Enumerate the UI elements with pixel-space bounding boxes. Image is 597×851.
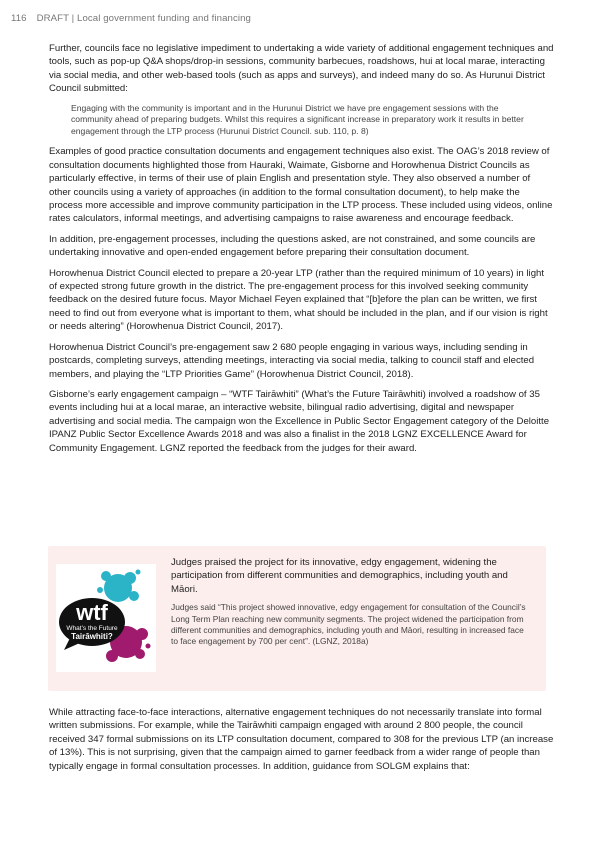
callout-judges-quote: Judges said “This project showed innovative, edgy engagement for consultation of the Council’s Long Term Plan reaching new community segments. The project widened the participation from different communities and demographics, including youth and Māori, resulting in increased face to face engagement by 700 per cent”. (LGNZ, 2018a) <box>171 602 526 647</box>
hurunui-quote: Engaging with the community is important and in the Hurunui District we have pre engagement sessions with the community ahead of preparing budgets. Whilst this requires a significant increase in preparatory work it results in better engagement through the LTP process (Hurunui District Council. sub. 110, p. 8) <box>71 102 524 136</box>
cyan-splash-icon <box>97 570 141 603</box>
running-title: DRAFT | Local government funding and financing <box>36 13 251 24</box>
paragraph-good-practice: Examples of good practice consultation documents and engagement techniques also exist. The OAG’s 2018 review of consultation documents highlighted those from Hauraki, Waimate, Gisborne and Horowhenua District Councils as particularly effective, in terms of their use of plain English and presentation style. They also observed a number of other councils using a variety of approaches (in addition to the formal consultation document), to help make the process more accessible and improve community participation in the LTP process. These included using videos, online rates calculators, informal meetings, and advertising campaigns to raise awareness and encourage feedback. <box>49 146 553 225</box>
callout-lead-text: Judges praised the project for its innovative, edgy engagement, widening the participation from different communities and demographics, including youth and Māori. <box>171 557 508 595</box>
running-header <box>11 13 251 24</box>
page-number: 116 <box>11 13 27 24</box>
award-callout-box <box>48 546 546 691</box>
logo-line2-text: Tairāwhiti? <box>71 632 113 641</box>
paragraph-horowhenua-engagement: Horowhenua District Council’s pre-engagement saw 2 680 people engaging in various ways, including sending in postcards, completing surveys, attending meetings, interacting via social media, talking to council staff and elected members, and playing the “LTP Priorities Game” (Horowhenua District Council, 2018). <box>49 341 535 380</box>
paragraph-submissions: While attracting face-to-face interactions, alternative engagement techniques do not necessarily translate into formal written submissions. For example, while the Tairāwhiti campaign engaged with around 2 800 people, the council received 347 formal submissions on its LTP consultation document, compared to 308 for the previous LTP (an increase of 13%). This is not surprising, given that the campaign aimed to garner feedback from a wider range of people than typically engage in formal consultation processes. In addition, guidance from SOLGM explains that: <box>49 707 554 772</box>
main-text <box>49 42 554 462</box>
callout-text-block <box>171 556 533 648</box>
paragraph-pre-engagement: In addition, pre-engagement processes, including the questions asked, are not constrained, and some councils are undertaking innovative and open-ended engagement before preparing their consultation document. <box>49 233 536 259</box>
logo-line1-text: What’s the Future <box>66 625 118 632</box>
paragraph-engagement-tools: Further, councils face no legislative impediment to undertaking a wide variety of additional engagement techniques and tools, such as pop-up Q&A shops/drop-in sessions, community barbecues, roadshows, hui at local marae, interacting via social media, and other web-based tools (such as apps and surveys), and indeed many do so. As Hurunui District Council submitted: <box>49 43 554 95</box>
closing-text <box>49 706 554 780</box>
wtf-tairawhiti-logo <box>56 564 156 672</box>
paragraph-gisborne-campaign: Gisborne’s early engagement campaign – “WTF Tairāwhiti” (What’s the Future Tairāwhiti) involved a roadshow of 35 events including hui at a local marae, an interactive website, bilingual radio advertising, digital and newspaper advertising and social media. The campaign won the Excellence in Public Sector Engagement category of the Deloitte IPANZ Public Sector Excellence Awards 2018 and was also a finalist in the 2018 LGNZ EXCELLENCE Award for Community Engagement. LGNZ reported the feedback from the judges for their award. <box>49 388 550 454</box>
paragraph-horowhenua-ltp: Horowhenua District Council elected to prepare a 20-year LTP (rather than the required minimum of 10 years) in light of expected strong future growth in the district. The pre-engagement process for this involved seeking community feedback on the desired future focus. Mayor Michael Feyen explained that “[b]efore the plan can be written, we first need to find out from everyone what is important to them, what should be included in the plan, and if our vision is right or needs altering” (Horowhenua District Council, 2017). <box>49 267 548 333</box>
logo-wtf-text: wtf <box>76 600 108 625</box>
